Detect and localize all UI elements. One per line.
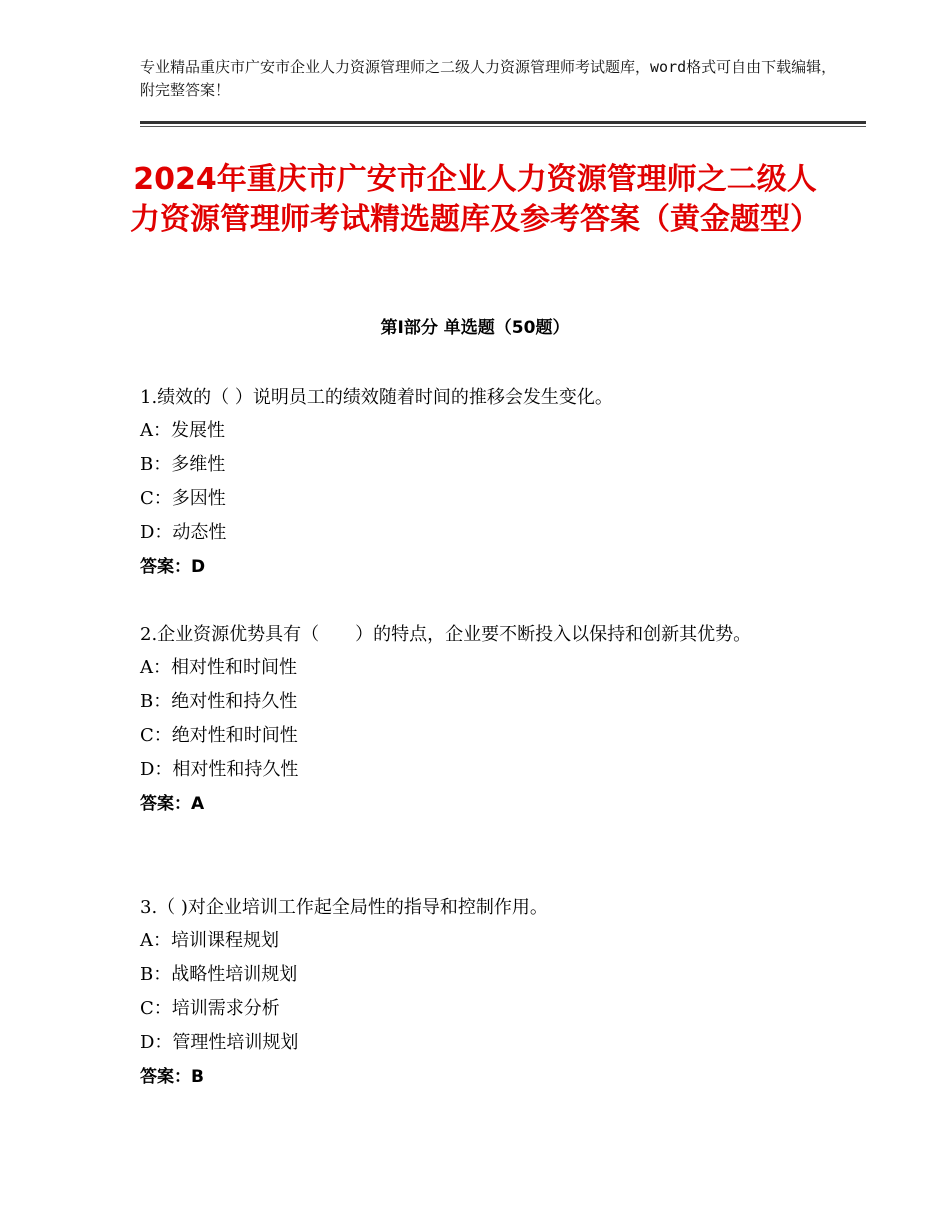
answer: 答案：B (140, 1067, 204, 1087)
option-d: D：相对性和持久性 (140, 759, 299, 780)
option-c: C：培训需求分析 (140, 998, 280, 1019)
header-note: 专业精品重庆市广安市企业人力资源管理师之二级人力资源管理师考试题库，word格式可自由下载编辑，附完整答案！ (140, 58, 837, 99)
option-a: A：培训课程规划 (140, 930, 279, 951)
question-2 (140, 619, 810, 821)
document-title: 2024年重庆市广安市企业人力资源管理师之二级人力资源管理师考试精选题库及参考答案（黄金题型） (130, 162, 820, 237)
option-a: A：相对性和时间性 (140, 657, 297, 678)
option-b: B：绝对性和持久性 (140, 691, 298, 712)
header-rule-thin (140, 126, 866, 127)
option-b: B：战略性培训规划 (140, 964, 298, 985)
question-stem: 3.（ )对企业培训工作起全局性的指导和控制作用。 (140, 897, 548, 918)
question-stem: 2.企业资源优势具有（ ）的特点，企业要不断投入以保持和创新其优势。 (140, 624, 752, 645)
question-stem: 1.绩效的（ ）说明员工的绩效随着时间的推移会发生变化。 (140, 387, 613, 408)
header-rule-thick (140, 121, 866, 124)
question-1 (140, 382, 810, 584)
option-d: D：管理性培训规划 (140, 1032, 299, 1053)
option-c: C：多因性 (140, 488, 226, 509)
option-b: B：多维性 (140, 454, 226, 475)
question-3 (140, 892, 810, 1094)
section-heading: 第Ⅰ部分 单选题（50题） (380, 318, 570, 338)
answer: 答案：D (140, 557, 206, 577)
option-c: C：绝对性和时间性 (140, 725, 298, 746)
option-d: D：动态性 (140, 522, 227, 543)
option-a: A：发展性 (140, 420, 225, 441)
answer: 答案：A (140, 794, 205, 814)
